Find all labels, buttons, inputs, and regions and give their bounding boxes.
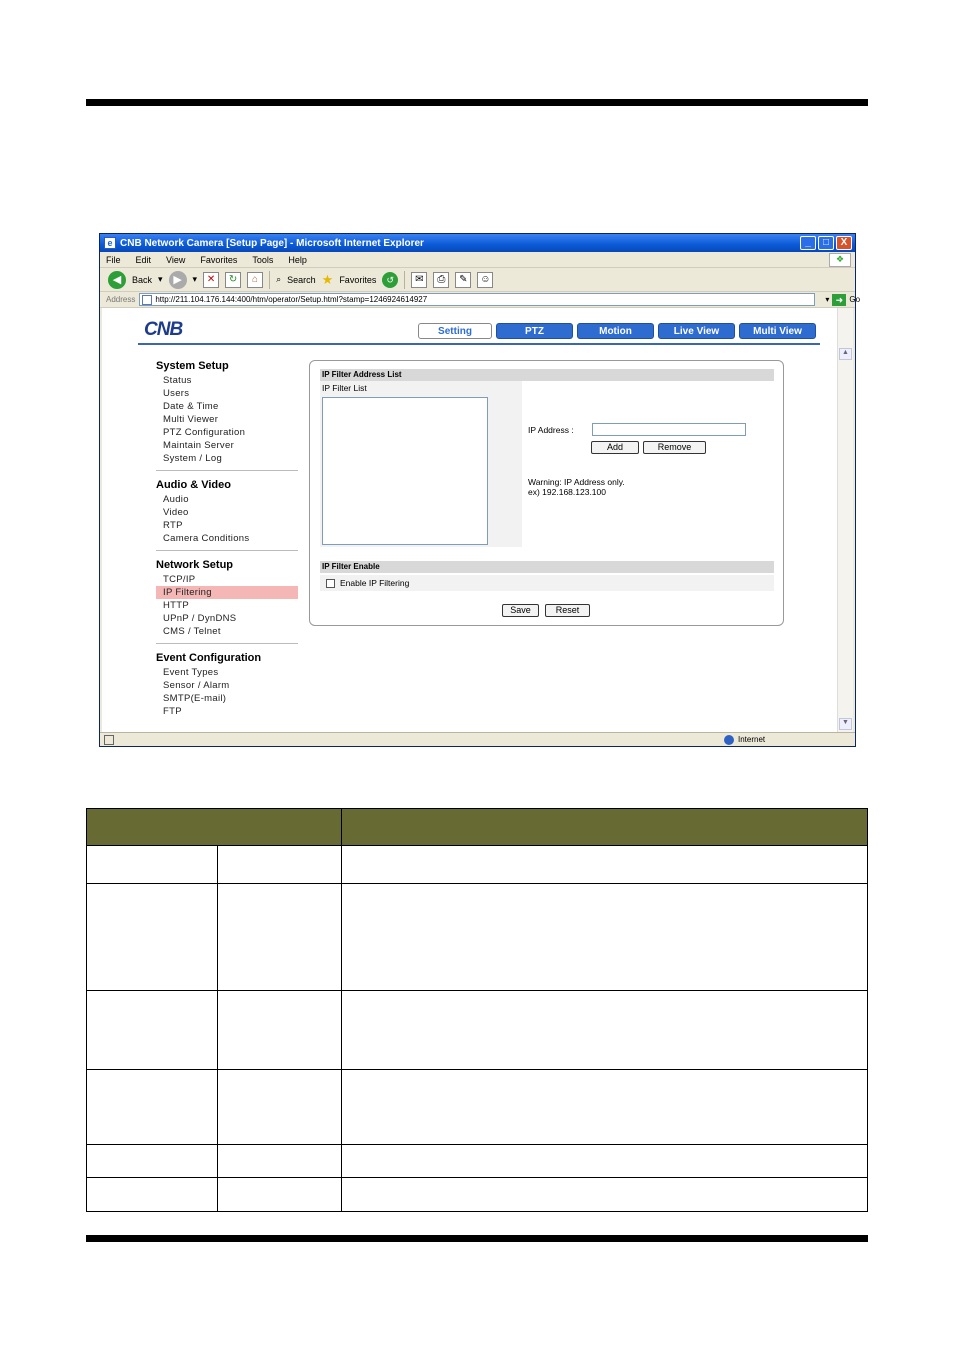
history-icon[interactable]: ↺ bbox=[382, 272, 398, 288]
reset-button[interactable]: Reset bbox=[545, 604, 590, 617]
address-input[interactable] bbox=[139, 293, 815, 306]
table-header-divider bbox=[341, 809, 342, 845]
tab-live-view[interactable]: Live View bbox=[658, 323, 735, 339]
save-button[interactable]: Save bbox=[502, 604, 539, 617]
window-title: CNB Network Camera [Setup Page] - Microsoft Internet Explorer bbox=[120, 237, 424, 249]
menu-favorites[interactable]: Favorites bbox=[200, 254, 238, 265]
refresh-icon[interactable]: ↻ bbox=[225, 272, 241, 288]
table-row bbox=[87, 883, 867, 990]
toolbar-separator bbox=[269, 271, 270, 289]
messenger-icon[interactable]: ☺ bbox=[477, 272, 493, 288]
ip-filter-list-label: IP Filter List bbox=[322, 383, 367, 393]
table-cell bbox=[217, 991, 218, 1069]
sidebar-item-event-types[interactable]: Event Types bbox=[163, 667, 219, 678]
sidebar-item-ptz-configuration[interactable]: PTZ Configuration bbox=[163, 427, 246, 438]
enable-ip-filtering-checkbox[interactable] bbox=[326, 579, 335, 588]
page-rule-top bbox=[86, 99, 868, 106]
sidebar-item-cms-telnet[interactable]: CMS / Telnet bbox=[163, 626, 221, 637]
title-bar bbox=[100, 234, 855, 252]
sidebar-item-smtp[interactable]: SMTP(E-mail) bbox=[163, 693, 227, 704]
address-dropdown-icon[interactable]: ▾ bbox=[825, 295, 830, 304]
sidebar-item-http[interactable]: HTTP bbox=[163, 600, 190, 611]
page-content bbox=[102, 308, 838, 732]
ip-address-input[interactable] bbox=[592, 423, 746, 436]
ip-address-label: IP Address : bbox=[528, 425, 574, 435]
back-arrow-icon[interactable]: ◀ bbox=[108, 271, 126, 289]
close-button[interactable]: X bbox=[836, 236, 852, 250]
scroll-up-icon[interactable]: ▲ bbox=[839, 348, 852, 360]
sidebar bbox=[156, 360, 298, 718]
sidebar-item-date-time[interactable]: Date & Time bbox=[163, 401, 219, 412]
back-dropdown-icon[interactable]: ▾ bbox=[158, 274, 163, 284]
mail-icon[interactable]: ✉ bbox=[411, 272, 427, 288]
remove-button[interactable]: Remove bbox=[643, 441, 706, 454]
sidebar-group-audio-video bbox=[156, 479, 298, 551]
security-zone: Internet bbox=[738, 735, 766, 744]
sidebar-item-sensor-alarm[interactable]: Sensor / Alarm bbox=[163, 680, 230, 691]
enable-row bbox=[320, 575, 774, 591]
go-button[interactable]: Go bbox=[849, 295, 861, 304]
sidebar-item-status[interactable]: Status bbox=[163, 375, 192, 386]
menu-help[interactable]: Help bbox=[288, 254, 307, 265]
toolbar-separator bbox=[404, 271, 405, 289]
minimize-button[interactable]: _ bbox=[800, 236, 816, 250]
sidebar-item-upnp-dyndns[interactable]: UPnP / DynDNS bbox=[163, 613, 237, 624]
back-button[interactable]: Back bbox=[132, 274, 153, 285]
sidebar-item-video[interactable]: Video bbox=[163, 507, 189, 518]
ip-filter-panel bbox=[309, 360, 784, 626]
table-row bbox=[87, 845, 867, 883]
sidebar-group-system bbox=[156, 360, 298, 471]
sidebar-heading: System Setup bbox=[156, 360, 229, 372]
table-row bbox=[87, 1144, 867, 1177]
address-label: Address bbox=[106, 295, 136, 304]
table-cell bbox=[341, 991, 342, 1069]
table-cell bbox=[341, 1145, 342, 1177]
table-row bbox=[87, 1177, 867, 1211]
sidebar-group-event bbox=[156, 652, 298, 718]
page-status-icon bbox=[104, 735, 114, 745]
sidebar-item-multi-viewer[interactable]: Multi Viewer bbox=[163, 414, 219, 425]
table-header bbox=[87, 809, 867, 845]
table-cell bbox=[217, 1145, 218, 1177]
status-bar bbox=[100, 732, 855, 746]
page-icon bbox=[142, 295, 152, 305]
favorites-star-icon[interactable]: ★ bbox=[321, 271, 334, 287]
address-url: http://211.104.176.144:400/htm/operator/Setup.html?stamp=1246924614927 bbox=[155, 295, 428, 304]
address-bar bbox=[100, 292, 861, 308]
table-cell bbox=[341, 1070, 342, 1144]
tab-setting[interactable]: Setting bbox=[418, 323, 492, 339]
sidebar-item-ftp[interactable]: FTP bbox=[163, 706, 182, 717]
sidebar-heading: Audio & Video bbox=[156, 479, 231, 491]
table-cell bbox=[217, 1070, 218, 1144]
menu-bar bbox=[100, 252, 855, 268]
print-icon[interactable]: ⎙ bbox=[433, 272, 449, 288]
sidebar-group-network bbox=[156, 559, 298, 644]
nav-divider bbox=[138, 343, 820, 345]
ip-filter-list-area bbox=[320, 381, 522, 547]
forward-dropdown-icon[interactable]: ▾ bbox=[192, 274, 198, 284]
sidebar-item-rtp[interactable]: RTP bbox=[163, 520, 183, 531]
go-arrow-icon[interactable]: ➜ bbox=[832, 294, 846, 306]
page-rule-bottom bbox=[86, 1235, 868, 1242]
sidebar-item-tcp-ip[interactable]: TCP/IP bbox=[163, 574, 196, 585]
ip-filter-listbox[interactable] bbox=[322, 397, 488, 545]
table-row bbox=[87, 1069, 867, 1144]
favorites-button[interactable]: Favorites bbox=[339, 274, 377, 285]
internet-globe-icon bbox=[724, 735, 734, 745]
home-icon[interactable]: ⌂ bbox=[247, 272, 263, 288]
search-button[interactable]: Search bbox=[287, 274, 316, 285]
vertical-scrollbar[interactable] bbox=[837, 308, 853, 732]
enable-ip-filtering-label[interactable]: Enable IP Filtering bbox=[340, 578, 410, 588]
menu-view[interactable]: View bbox=[166, 254, 186, 265]
table-cell bbox=[341, 846, 342, 883]
table-row bbox=[87, 990, 867, 1069]
scroll-down-icon[interactable]: ▼ bbox=[839, 718, 852, 730]
warning-text: Warning: IP Address only. bbox=[528, 477, 625, 487]
tab-multi-view[interactable]: Multi View bbox=[739, 323, 816, 339]
cnb-logo: CNB bbox=[144, 319, 183, 340]
toolbar bbox=[100, 268, 855, 292]
table-cell bbox=[217, 846, 218, 883]
table-cell bbox=[341, 1178, 342, 1211]
ip-filter-enable-header: IP Filter Enable bbox=[320, 561, 774, 573]
sidebar-item-ip-filtering[interactable]: IP Filtering bbox=[156, 586, 298, 599]
tab-motion[interactable]: Motion bbox=[577, 323, 654, 339]
table-cell bbox=[217, 1178, 218, 1211]
table-cell bbox=[217, 884, 218, 990]
sidebar-heading: Event Configuration bbox=[156, 652, 262, 664]
sidebar-item-audio[interactable]: Audio bbox=[163, 494, 189, 505]
sidebar-item-camera-conditions[interactable]: Camera Conditions bbox=[163, 533, 250, 544]
ie-icon: e bbox=[104, 237, 116, 249]
edit-icon[interactable]: ✎ bbox=[455, 272, 471, 288]
forward-arrow-icon[interactable]: ▶ bbox=[169, 271, 187, 289]
ip-filter-list-header: IP Filter Address List bbox=[320, 369, 774, 381]
windows-logo-icon: ❖ bbox=[829, 253, 851, 267]
menu-file[interactable]: File bbox=[106, 254, 121, 265]
description-table bbox=[86, 808, 868, 1212]
example-text: ex) 192.168.123.100 bbox=[528, 487, 606, 497]
sidebar-item-maintain-server[interactable]: Maintain Server bbox=[163, 440, 235, 451]
add-button[interactable]: Add bbox=[591, 441, 639, 454]
top-nav bbox=[418, 323, 816, 339]
menu-tools[interactable]: Tools bbox=[252, 254, 274, 265]
search-icon[interactable]: ⌕ bbox=[276, 274, 282, 284]
sidebar-item-users[interactable]: Users bbox=[163, 388, 190, 399]
maximize-button[interactable]: □ bbox=[818, 236, 834, 250]
stop-icon[interactable]: ✕ bbox=[203, 272, 219, 288]
sidebar-item-system-log[interactable]: System / Log bbox=[163, 453, 223, 464]
sidebar-heading: Network Setup bbox=[156, 559, 234, 571]
browser-window bbox=[99, 233, 861, 747]
menu-edit[interactable]: Edit bbox=[135, 254, 152, 265]
tab-ptz[interactable]: PTZ bbox=[496, 323, 573, 339]
table-cell bbox=[341, 884, 342, 990]
